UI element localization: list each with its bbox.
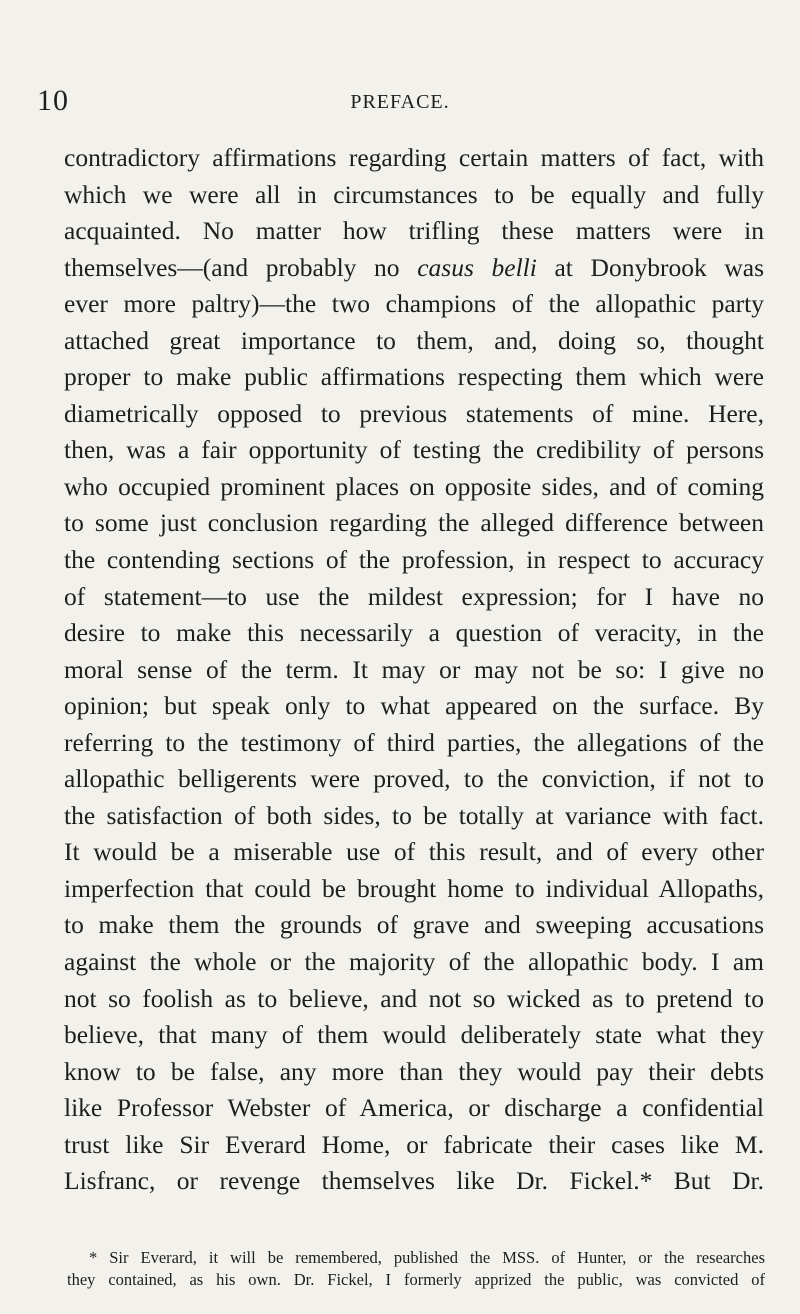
text-line: ever more paltry)—the two champions of the allopathic party: [64, 289, 764, 319]
text-line: proper to make public affirmations respecting them which were: [64, 362, 764, 392]
text-line: not so foolish as to believe, and not so wicked as to pretend to: [64, 983, 764, 1013]
text-line: contradictory affirmations regarding certain matters of fact, with: [64, 143, 764, 172]
text-line: It would be a miserable use of this result, and of every other: [64, 837, 764, 867]
text-line: of statement—to use the mildest expression; for I have no: [64, 581, 764, 611]
text-line: which we were all in circumstances to be equally and fully: [64, 179, 764, 209]
text-line: to some just conclusion regarding the alleged difference between: [64, 508, 764, 538]
text-line: themselves—(and probably no casus belli at Donybrook was: [64, 252, 764, 282]
text-line: trust like Sir Everard Home, or fabricate their cases like M.: [64, 1129, 764, 1159]
body-text: [64, 140, 764, 1200]
text-line: opinion; but speak only to what appeared on the surface. By: [64, 691, 764, 721]
page-number: 10: [37, 84, 69, 117]
text-line: acquainted. No matter how trifling these matters were in: [64, 216, 764, 246]
text-line: know to be false, any more than they would pay their debts: [64, 1056, 764, 1086]
text-line: desire to make this necessarily a question of veracity, in the: [64, 618, 764, 648]
text-line: then, was a fair opportunity of testing the credibility of persons: [64, 435, 764, 465]
footnote: [67, 1247, 765, 1291]
text-line: believe, that many of them would deliberately state what they: [64, 1020, 764, 1050]
footnote-line: they contained, as his own. Dr. Fickel, I formerly apprized the public, was convicted of: [67, 1270, 765, 1289]
text-line: against the whole or the majority of the allopathic body. I am: [64, 947, 764, 977]
italic-phrase: casus belli: [417, 252, 537, 282]
text-line: the contending sections of the profession, in respect to accuracy: [64, 545, 764, 575]
text-line: moral sense of the term. It may or may not be so: I give no: [64, 654, 764, 684]
text-line: diametrically opposed to previous statements of mine. Here,: [64, 398, 764, 428]
footnote-line: * Sir Everard, it will be remembered, published the MSS. of Hunter, or the researches: [89, 1248, 765, 1267]
text-line: imperfection that could be brought home to individual Allopaths,: [64, 873, 764, 903]
text-line: to make them the grounds of grave and sweeping accusations: [64, 910, 764, 940]
text-line: allopathic belligerents were proved, to the conviction, if not to: [64, 764, 764, 794]
text-line: who occupied prominent places on opposite sides, and of coming: [64, 471, 764, 501]
running-head: PREFACE.: [350, 91, 450, 113]
text-line: attached great importance to them, and, doing so, thought: [64, 325, 764, 355]
text-line: Lisfranc, or revenge themselves like Dr. Fickel.* But Dr.: [64, 1166, 764, 1196]
text-line: like Professor Webster of America, or discharge a confidential: [64, 1093, 764, 1123]
text-line: referring to the testimony of third parties, the allegations of the: [64, 727, 764, 757]
text-line: the satisfaction of both sides, to be totally at variance with fact.: [64, 800, 764, 830]
